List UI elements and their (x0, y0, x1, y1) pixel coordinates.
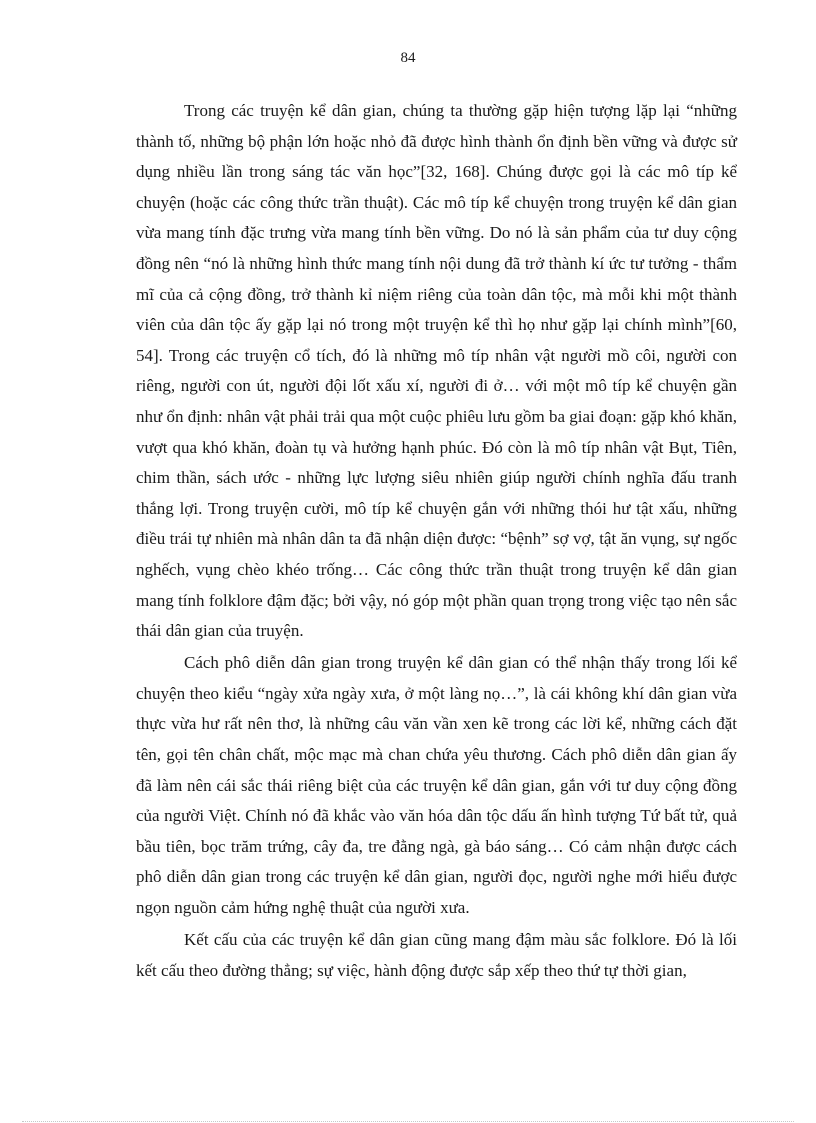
document-body (136, 96, 737, 986)
paragraph: Trong các truyện kể dân gian, chúng ta thường gặp hiện tượng lặp lại “những thành tố, những bộ phận lớn hoặc nhỏ đã được hình thành ổn định bền vững và được sử dụng nhiều lần trong sáng tác văn học”[32, 168]. Chúng được gọi là các mô típ kể chuyện (hoặc các công thức trần thuật). Các mô típ kể chuyện trong truyện kể dân gian vừa mang tính đặc trưng vừa mang tính bền vững. Do nó là sản phẩm của tư duy cộng đồng nên “nó là những hình thức mang tính nội dung đã trở thành kí ức tư tưởng - thẩm mĩ của cả cộng đồng, trở thành kỉ niệm riêng của toàn dân tộc, mà mỗi khi một thành viên của dân tộc ấy gặp lại nó trong một truyện kể thì họ như gặp lại chính mình”[60, 54]. Trong các truyện cổ tích, đó là những mô típ nhân vật người mồ côi, người con riêng, người con út, người đội lốt xấu xí, người đi ở… với một mô típ kể chuyện gần như ổn định: nhân vật phải trải qua một cuộc phiêu lưu gồm ba giai đoạn: gặp khó khăn, vượt qua khó khăn, đoàn tụ và hưởng hạnh phúc. Đó còn là mô típ nhân vật Bụt, Tiên, chim thần, sách ước - những lực lượng siêu nhiên giúp người chính nghĩa đấu tranh thắng lợi. Trong truyện cười, mô típ kể chuyện gắn với những thói hư tật xấu, những điều trái tự nhiên mà nhân dân ta đã nhận diện được: “bệnh” sợ vợ, tật ăn vụng, sự ngốc nghếch, vụng chèo khéo trống… Các công thức trần thuật trong truyện kể dân gian mang tính folklore đậm đặc; bởi vậy, nó góp một phần quan trọng trong việc tạo nên sắc thái dân gian của truyện. (136, 101, 737, 641)
page-bottom-divider (22, 1121, 794, 1122)
page-number: 84 (400, 50, 416, 66)
paragraph: Cách phô diễn dân gian trong truyện kể dân gian có thể nhận thấy trong lối kể chuyện theo kiểu “ngày xửa ngày xưa, ở một làng nọ…”, là cái không khí dân gian vừa thực vừa hư rất nên thơ, là những câu văn vần xen kẽ trong các lời kể, những cách đặt tên, gọi tên chân chất, mộc mạc mà chan chứa yêu thương. Cách phô diễn dân gian ấy đã làm nên cái sắc thái riêng biệt của các truyện kể dân gian, gắn với tư duy cộng đồng của người Việt. Chính nó đã khắc vào văn hóa dân tộc dấu ấn hình tượng Tứ bất tử, quả bầu tiên, bọc trăm trứng, cây đa, tre đằng ngà, gà báo sáng… Có cảm nhận được cách phô diễn dân gian trong các truyện kể dân gian, người đọc, người nghe mới hiểu được ngọn nguồn cảm hứng nghệ thuật của người xưa. (136, 653, 737, 917)
paragraph: Kết cấu của các truyện kể dân gian cũng mang đậm màu sắc folklore. Đó là lối kết cấu theo đường thẳng; sự việc, hành động được sắp xếp theo thứ tự thời gian, (136, 930, 737, 980)
